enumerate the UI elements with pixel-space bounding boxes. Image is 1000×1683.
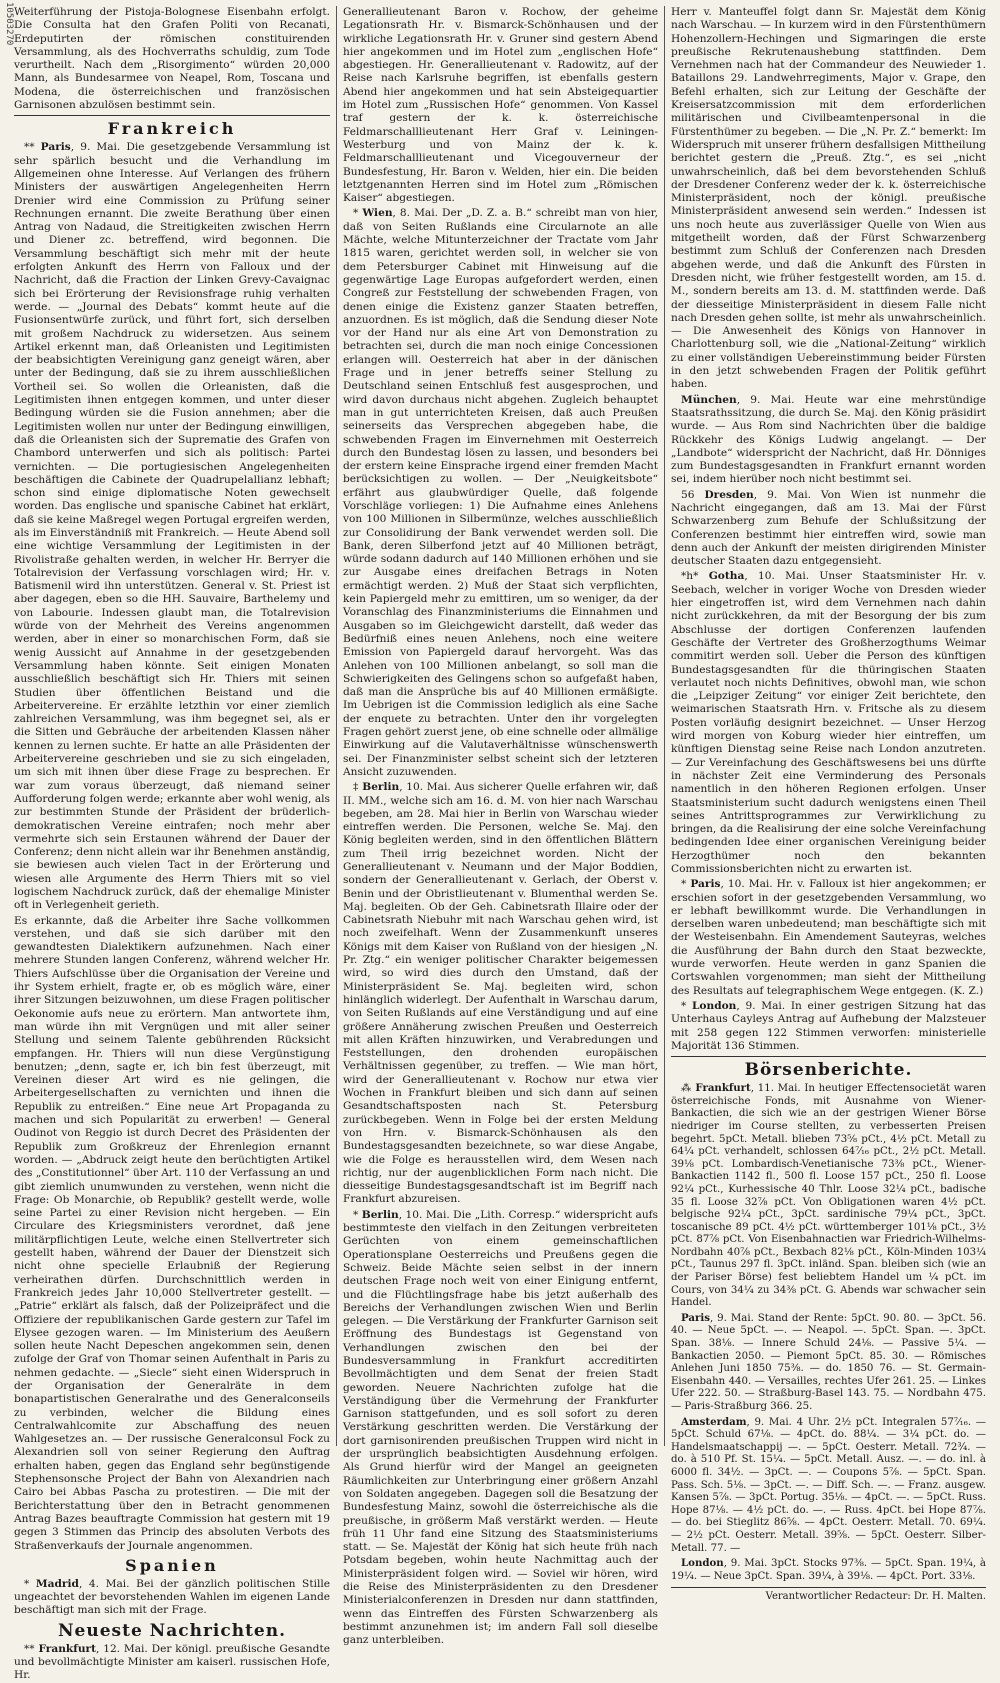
page-id: 10503270 <box>4 2 14 46</box>
article-paris-2: * Paris, 10. Mai. Hr. v. Falloux ist hier angekommen; er erschien sofort in der gesetzgebenden Versammlung, wo er lebhaft bewillkommt wurde. Die Verhandlungen in derselben waren unbedeutend; man beschäftigte sich mit der Westeisenbahn. Ein Amendement Sauteyras, welches die Ausführung der Bahn durch den Staat bezweckte, wurde verworfen. Heute werden in ganz Spanien die Cortswahlen vorgenommen; man sieht der Mittheilung des Resultats auf telegraphischem Wege entgegen. (K. Z.) <box>671 878 986 997</box>
article-berlin: ‡ Berlin, 10. Mai. Aus sicherer Quelle erfahren wir, daß II. MM., welche sich am 16. d. M. von hier nach Warschau begeben, am 28. Mai hier in Berlin von Warschau wieder eintreffen werden. Die Personen, welche Se. Maj. den König begleiten werden, sind in den öffentlichen Blättern zum Theil irrig bezeichnet worden. Nicht der Generallieutenant v. Neumann und der Major Boddien, sondern der Generallieutenant v. Gerlach, der Oberst v. Benin und der Obristlieutenant v. Blumenthal werden Se. Maj. begleiten. Ob der Geh. Cabinetsrath Illaire oder der Cabinetsrath Niebuhr mit nach Warschau gehen wird, ist noch zweifelhaft. Wenn der Zusammenkunft unseres Königs mit dem Kaiser von Rußland von der hiesigen „N. Pr. Ztg.“ ein weniger politischer Charakter beigemessen wird, so wird dies durch den Umstand, daß der Ministerpräsident Se. Maj. begleiten wird, schon hinlänglich widerlegt. Der Aufenthalt in Warschau darum, von Seiten Rußlands auf eine Verständigung und auf eine größere Annäherung zwischen Preußen und Oesterreich mit allen Kräften hinzuwirken, und Verabredungen und Feststellungen, den drohenden europäischen Verhältnissen gegenüber, zu treffen. — Wie man hört, wird der Generallieutenant v. Rochow nur etwa vier Wochen in Frankfurt bleiben und sich dann auf seinen Gesandtschaftsposten nach St. Petersburg zurückbegeben. Wenn in Folge bei der ersten Meldung von Hrn. v. Bismarck-Schönhausen als den Bundestagsgesandten bezeichnete, so war diese Angabe, wie die Folge es herausstellen wird, dem Wesen nach richtig, nur der augenblicklichen Form nach nicht. Die diesseitige Bundestagsgesandtschaft ist im Begriff nach Frankfurt abzureisen. <box>343 781 659 1206</box>
dateline-exchange-paris: Paris <box>681 1311 710 1324</box>
article-paris: ** Paris, 9. Mai. Die gesetzgebende Versammlung ist sehr spärlich besucht und die Verhandlung im Allgemeinen ohne Interesse. Auf Verlangen des frühern Ministers der auswärtigen Angelegenheiten Herrn Drenier wird eine Commission zu Prüfung seiner Rechnungen ernannt. Die zweite Berathung über einen Antrag von Nadaud, die Streitigkeiten zwischen Herrn und Diener zc. betreffend, wird begonnen. Die Versammlung beschäftigt sich mehr mit der heute erfolgten Ankunft des Herrn von Falloux und der Nachricht, daß die Fraction der Linken Grevy-Cavaignac sich bei Erörterung der Revisionsfrage ruhig verhalten werde. — „Journal des Debats“ kommt heute auf die Fusionsentwürfe zurück, und führt fort, sich derselben mit großem Nachdruck zu widersetzen. Aus seinem Artikel erkennt man, daß Orleanisten und Legitimisten der beabsichtigten Vereinigung ganz geneigt wären, aber unter der Bedingung, daß sie zu ihrem ausschließlichen Vortheil sei. So wollen die Orleanisten, daß die Legitimisten ihnen entgegen kommen, und unter dieser Bedingung würden sie die Fusion annehmen; aber die Legitimisten wollen nur unter der Bedingung einwilligen, daß die Orleanisten sich der Suprematie des Grafen von Chambord unterwerfen und sich als politisch: Partei vernichten. — Die portugiesischen Angelegenheiten beschäftigen die Cabinete der Quadrupelallianz lebhaft; schon sind einige diplomatische Noten gewechselt worden. Das englische und spanische Cabinet hat erklärt, daß sie keine Maßregel wegen Portugal ergreifen werden, als im Einverständniß mit Frankreich. — Heute Abend soll eine wichtige Versammlung der Legitimisten in der Rivolistraße gehalten werden, in welcher Hr. Berryer die Totalrevision der Verfassung vorschlagen wird; Hr. v. Batismenil wird ihn unterstützen. General v. St. Priest ist aber dagegen, eben so die HH. Sauvaire, Barthelemy und von Labourie. Indessen glaubt man, die Totalrevision würde von der Mehrheit des Vereins angenommen werden, aber in einer so monarchischen Form, daß sie wenig Aussicht auf Annahme in der gesetzgebenden Versammlung haben könnte. Seit einigen Monaten ausschließlich beschäftigt sich Hr. Thiers mit seinen Studien über öffentlichen Beistand und die Arbeitervereine. Er erzählte letzthin vor einer ziemlich zahlreichen Versammlung, was ihm begegnet sei, als er die Sitten und Gebräuche der arbeitenden Klassen näher kennen zu lernen suchte. Er hatte an alle Präsidenten der Arbeitervereine geschrieben und sie zu sich eingeladen, um sich mit ihnen über diese Frage zu besprechen. Er war zum voraus überzeugt, daß niemand seiner Aufforderung folgen werde; erkannte aber wohl wenig, als zur bestimmten Stunde der Präsident der brüderlich-demokratischen Vereine eintrafen; noch mehr aber vermehrte sich sein Erstaunen während der Dauer der Conferenz; denn nicht allein war ihr Benehmen anständig, sie bewiesen auch vielen Tact in der Erörterung und wiesen alle Argumente des Herrn Thiers mit so viel logischem Nachdruck zurück, daß der ehemalige Minister oft in Verlegenheit gerieth. <box>14 141 330 912</box>
dateline-exchange-london: London <box>681 1557 724 1570</box>
article-berlin-cont: Herr v. Manteuffel folgt dann Sr. Majestät dem König nach Warschau. — In kurzem wird in den Fürstenthümern Hohenzollern-Hechingen und Sigmaringen die erste preußische Rekrutenaushebung stattfinden. Dem Vernehmen nach hat der Commandeur des Neuwieder 1. Bataillons 29. Landwehrregiments, Major v. Grape, den Befehl erhalten, sich zur Leitung der Geschäfte der Kreisersatzcommission mit dem erforderlichen militärischen und Civilbeamtenpersonal in die Fürstenthümer zu begeben. — Die „N. Pr. Z.“ bemerkt: Im Widerspruch mit unserer frühern desfallsigen Mittheilung berichtet gestern die „Preuß. Ztg.“, es sei „nicht unwahrscheinlich, daß bei dem bevorstehenden Schluß der Dresdener Conferenz weder der k. k. österreichische Ministerpräsident, noch der königl. preußische Ministerpräsident anwesend sein werden.“ Indessen ist uns noch heute aus zuverlässiger Quelle von Wien aus mitgetheilt worden, daß der Fürst Schwarzenberg bestimmt zum Schluß der Conferenzen nach Dresden abgehen werde, und daß die Ankunft des Fürsten in Dresden nicht, wie früher festgestellt worden, am 15. d. M., sondern bereits am 13. d. M. stattfinden werde. Daß der diesseitige Ministerpräsident in diesem Falle nicht nach Dresden gehen sollte, ist mehr als unwahrscheinlich. — Die Anwesenheit des Königs von Hannover in Charlottenburg soll, wie die „National-Zeitung“ wirklich zu einer vollständigen Uebereinstimmung beider Fürsten in den jetzt schwebenden Fragen der Politik geführt haben. <box>671 6 986 391</box>
editor-credit: Verantwortlicher Redacteur: Dr. H. Malten. <box>671 1587 986 1603</box>
dateline-madrid: Madrid <box>35 1577 79 1590</box>
dateline-muenchen: München <box>681 393 737 406</box>
section-heading-boerse: Börsenberichte. <box>744 1060 913 1081</box>
dateline-berlin-2: Berlin <box>361 1208 399 1221</box>
column-1 <box>8 6 336 1682</box>
article-italy: Weiterführung der Pistoja-Bolognese Eisenbahn erfolgt. Die Consulta hat den Grafen Politi von Recanati, Erdeputirten der römischen constituirenden Versammlung, als des Hochverraths schuldig, zum Tode verurtheilt. Nach dem „Risorgimento“ würden 20,000 Mann, als Bundesarmee von Neapel, Rom, Toscana und Modena, die österreichischen und französischen Garnisonen abzulösen bestimmt sein. <box>14 6 330 112</box>
exchange-frankfurt: ⁂ Frankfurt, 11. Mai. In heutiger Effectensocietät waren österreichische Fonds, mit Ausnahme von Wiener-Bankactien, die sich wie an der gestrigen Wiener Börse niedriger im Course stellten, zu verbesserten Preisen begehrt. 5pCt. Metall. blieben 73⁵⁄₈ pCt., 4½ pCt. Metall zu 64¼ pCt. verhandelt, schlossen 64⁷⁄₁₆ pCt., 2½ pCt. Metall. 39⅛ pCt. Lombardisch-Venetianische 73⅜ pCt., Wiener-Bankactien 1142 fl., 500 fl. Loose 157 pCt., 250 fl. Loose 92¼ pCt., Kurhessische 40 Thlr. Loose 32¼ pCt., badische 35 fl. Loose 32⅞ pCt. Von Obligationen waren 4½ pCt. belgische 92¼ pCt., 3pCt. sardinische 79¼ pCt., 3pCt. toscanische 89 pCt. 4½ pCt. württemberger 101⅛ pCt., 3½ pCt. 87⅞ pCt. Von Eisenbahnactien war Friedrich-Wilhelms-Nordbahn 40⅞ pCt., Bexbach 82⅛ pCt., Köln-Minden 103¼ pCt., Taunus 297 fl. 3pCt. inländ. Span. bleiben sich (wie an der Pariser Börse) fest beliebtem Handel um ¼ pCt. im Cours, von 34¼ zu 34⅜ pCt. G. Abends war schwacher sein Handel. <box>671 1082 987 1309</box>
dateline-gotha: Gotha <box>708 570 745 583</box>
section-heading-frankreich: Frankreich <box>107 119 237 139</box>
section-heading-neueste: Neueste Nachrichten. <box>57 1620 287 1641</box>
article-gotha: *h* Gotha, 10. Mai. Unser Staatsminister Hr. v. Seebach, welcher in voriger Woche von Dresden wieder hier eingetroffen ist, wird dem Vernehmen nach dahin nicht zurückkehren, da mit der Besorgung der bis zum Abschlusse der dortigen Conferenzen laufenden Geschäfte der Vertreter des Großherzogthums Weimar commitirt werden soll. Ueber die Person des künftigen Bundestagsgesandten für die thüringischen Staaten verlautet noch nichts Definitives, obwohl man, wie schon die „Leipziger Zeitung“ vor einiger Zeit berichtete, den weimarischen Staatsrath Hrn. v. Fritsche als zu diesem Posten vorläufig designirt bezeichnet. — Unser Herzog wird morgen von Koburg wieder hier eintreffen, um künftigen Dienstag seine Reise nach London anzutreten. — Zur Vereinfachung des Geschäftswesens bei uns dürfte in nächster Zeit eine Verminderung des Personals namentlich in den höheren Regionen erfolgen. Unser Staatsministerium sucht dadurch wenigstens einen Theil seines Antrittsprogrammes zur Verwirklichung zu bringen, da die Realisirung der eine solche Vereinfachung bedingenden Idee einer organischen Vereinigung beider Herzogthümer noch den bekannten Commissionsberichten nicht zu erwarten ist. <box>671 570 986 875</box>
exchange-reports <box>671 1082 986 1583</box>
dateline-london: London <box>691 999 737 1012</box>
column-2 <box>336 6 664 1647</box>
article-berlin-2: * Berlin, 10. Mai. Die „Lith. Corresp.“ widerspricht aufs bestimmteste den vielfach in den Zeitungen verbreiteten Gerüchten von einem gemeinschaftlichen Operationsplane Oesterreichs und Preußens gegen die Schweiz. Beide Mächte seien selbst in der innern deutschen Frage noch weit von einer Einigung entfernt, und die Flüchtlingsfrage habe bis jetzt außerhalb des Bereichs der Verhandlungen zwischen Wien und Berlin gelegen. — Die Verstärkung der Frankfurter Garnison seit Eröffnung des Bundestags ist Gegenstand von Verhandlungen zwischen den bei der Bundesversammlung in Frankfurt accreditirten Bevollmächtigten und dem Senat der freien Stadt geworden. Neuere Nachrichten zufolge hat die Verständigung über die Vermehrung der Frankfurter Garnison stattgefunden, und es soll sofort zu deren Verstärkung geschritten werden. Die Verstärkung der dort garnisonirenden preußischen Truppen wird nicht in der ursprünglich beabsichtigten Ausdehnung erfolgen. Als Grund hierfür wird der Mangel an geeigneten Räumlichkeiten zur Unterbringung einer größern Anzahl von Soldaten angegeben. Dagegen soll die Besatzung der Bundesfestung Mainz, sowohl die österreichische als die preußische, in größerm Maß verstärkt werden. — Heute früh 11 Uhr fand eine Sitzung des Staatsministeriums statt. — Se. Majestät der König hat sich heute früh nach Potsdam begeben, wohin heute Nachmittag auch der Ministerpräsident folgen wird. — Soviel wir hören, wird die Reise des Ministerpräsidenten zu den Dresdener Ministerialconferenzen in Dresden nur dann stattfinden, wenn das Eintreffen des Fürsten Schwarzenberg als bestimmt anzunehmen ist; im andern Fall soll dieselbe ganz unterbleiben. <box>343 1208 658 1647</box>
dateline-paris-2: Paris <box>690 878 721 891</box>
article-frankfurt-cont: Generallieutenant Baron v. Rochow, der geheime Legationsrath Hr. v. Bismarck-Schönhausen und der wirkliche Legationsrath Hr. v. Gruner sind gestern Abend hier angekommen und im Hotel zum „englischen Hofe“ abgestiegen. Hr. Generallieutenant v. Radowitz, auf der Reise nach Karlsruhe begriffen, ist ebenfalls gestern Abend hier angekommen und hat sein Absteigequartier im Hotel zum „Russischen Hofe“ genommen. Von Kassel traf gestern der k. k. österreichische Feldmarschalllieutenant Herr Graf v. Leiningen-Westerburg und von Mainz der k. k. Feldmarschalllieutenant und Vicegouverneur der Bundesfestung, Hr. Baron v. Welden, hier ein. Die beiden letztgenannten Herren sind im Hotel zum „Römischen Kaiser“ abgestiegen. <box>343 6 658 205</box>
exchange-amsterdam: Amsterdam, 9. Mai. 4 Uhr. 2½ pCt. Integralen 57⁷⁄₁₆. — 5pCt. Schuld 67⅛. — 4pCt. do. 88¼. — 3¼ pCt. do. — Handelsmaatschappij —. — 5pCt. Oesterr. Metall. 72¾. — do. à 510 Pf. St. 15¼. — 5pCt. Metall. Ausz. —. — do. inl. à 6000 fl. 34½. — 3pCt. —. — Coupons 5⅞. — 5pCt. Span. Pass. Sch. 5⅛. — 3pCt. —. — Diff. Sch. —. — Franz. ausgew. Kansen 5⅞. — 3pCt. Portug. 35⅛. — 4pCt. —. — 5pCt. Russ. Hope 87⅛. — 4½ pCt. do. —. — Russ. 4pCt. bei Hope 87⁷⁄₈. — do. bei Stieglitz 86⅝. — 4pCt. Oesterr. Metall. 70. 69¼. — 2½ pCt. Oesterr. Metall. 39⅝. — 5pCt. Oesterr. Silber-Metall. 77. — <box>671 1415 986 1554</box>
exchange-london: London, 9. Mai. 3pCt. Stocks 97⅜. — 5pCt. Span. 19¼, à 19¼. — Neue 3pCt. Span. 39¼, à 39⅛. — 4pCt. Port. 33⅛. <box>671 1557 986 1582</box>
dateline-wien: Wien <box>362 207 393 220</box>
dateline-frankfurt: Frankfurt <box>38 1642 96 1655</box>
divider <box>14 115 330 116</box>
section-heading-spanien: Spanien <box>125 1555 219 1575</box>
article-dresden: 56 Dresden, 9. Mai. Von Wien ist nunmehr die Nachricht eingegangen, daß am 13. Mai der Fürst Schwarzenberg zum Behufe der Schlußsitzung der Conferenzen bestimmt hier eintreffen wird, sowie man denn auch der Ankunft der meisten dirigirenden Minister deutscher Staaten dazu entgegensieht. <box>671 488 987 568</box>
article-muenchen: München, 9. Mai. Heute war eine mehrstündige Staatsrathssitzung, die durch Se. Maj. den König präsidirt wurde. — Aus Rom sind Nachrichten über die baldige Rückkehr des Königs Ludwig angelangt. — Der „Landbote“ widerspricht der Nachricht, daß Hr. Dönniges zum Bundestagsgesandten in Frankfurt ernannt worden sei, indem hierüber noch nicht bestimmt sei. <box>671 393 986 486</box>
dateline-dresden: Dresden <box>704 488 754 501</box>
article-london: * London, 9. Mai. In einer gestrigen Sitzung hat das Unterhaus Cayleys Antrag auf Aufhebung der Malzsteuer mit 258 gegen 122 Stimmen verworfen: ministerielle Majorität 136 Stimmen. <box>671 999 986 1052</box>
dateline-exchange-amsterdam: Amsterdam <box>681 1415 747 1428</box>
article-wien: * Wien, 8. Mai. Der „D. Z. a. B.“ schreibt man von hier, daß von Seiten Rußlands eine Circularnote an alle Mächte, welche Mitunterzeichner der Tractate vom Jahr 1815 waren, gerichtet werden soll, in welcher sie von dem Petersburger Cabinet mit Hinweisung auf die gegenwärtige Lage Europas aufgefordert werden, einen Congreß zur Feststellung der schwebenden Fragen, von denen einige die Existenz ganzer Staaten betreffen, anzuordnen. Es ist möglich, daß die Sendung dieser Note vor der Hand nur als eine Art von Demonstration zu betrachten sei, durch die man noch einige Concessionen erlangen will. Oesterreich hat aber in der dänischen Frage und in jener betreffs seiner Stellung zu Deutschland seinen Entschluß fest ausgesprochen, und wird davon durchaus nicht abgehen. Zugleich behauptet man in gut unterrichteten Kreisen, daß auch Preußen seinerseits das Versprechen abgegeben habe, die schwebenden Fragen im Einvernehmen mit Oesterreich durch den Bundestag lösen zu lassen, und besonders bei der erstern keine Einsprache irgend einer fremden Macht berücksichtigen zu wollen. — Der „Neuigkeitsbote“ erfährt aus glaubwürdiger Quelle, daß folgende Vorschläge vorliegen: 1) Die Aufnahme eines Anlehens von 100 Millionen in Silbermünze, welches ausschließlich zur Consolidirung der Bank verwendet werden soll. Die Bank, deren Silberfond jetzt auf 40 Millionen beträgt, würde sodann dadurch auf 140 Millionen erhöhen und sie zur Ausgabe eines dreifachen Betrags in Noten ermächtigt werden. 2) Muß der Staat sich verpflichten, kein Papiergeld mehr zu emittiren, um so weniger, da der Voranschlag des Finanzministeriums die Einnahmen und Ausgaben so im Gleichgewicht darstellt, daß weder das Bedürfniß eines neuen Anlehens, noch eine weitere Emission von Papiergeld darauf hervorgeht. Was das Anlehen von 100 Millionen anbelangt, so soll man die Schwierigkeiten des Gelingens schon so aufgefaßt haben, daß man die Ansprüche bis auf 40 Millionen ermäßigte. Im Uebrigen ist die Commission lediglich als eine Sache der enquete zu betrachten. Unter den ihr vorgelegten Fragen gehört zuerst jene, ob eine schnelle oder allmälige Einwirkung auf die Valutaverhältnisse wünschenswerth sei. Der Finanzminister selbst scheint sich der letzteren Ansicht zuzuwenden. <box>343 207 658 778</box>
newspaper-columns <box>8 6 992 1682</box>
dateline-berlin: Berlin <box>362 781 400 794</box>
article-paris-cont: Es erkannte, daß die Arbeiter ihre Sache vollkommen verstehen, und daß sie sich darüber mit den gewandtesten Dialektikern aufzunehmen. Nach einer mehrere Stunden langen Conferenz, während welcher Hr. Thiers Aufschlüsse über die Organisation der Vereine und ihr System erhielt, fragte er, ob es möglich wäre, einer ihrer Sitzungen beizuwohnen, um diese Fragen politischer Oekonomie aufs neue zu erörtern. Man antwortete ihm, man würde ihn mit Vergnügen und mit aller seiner Stellung und seinem Talente gebührenden Rücksicht empfangen. Hr. Thiers will nun diese Vergünstigung benutzen; „denn, sagte er, ich bin fest überzeugt, mit Vereinen dieser Art wird es nie gelingen, die Arbeitergesellschaften zu vernichten und ihnen die Republik zu entreißen.“ Eine neue Art Propaganda zu machen und sich Popularität zu erwerben! — General Oudinot von Reggio ist durch Decret des Präsidenten der Republik zum Großkreuz der Ehrenlegion ernannt worden. — „Abdruck zeigt heute den berüchtigten Artikel des „Constitutionnel“ über Art. 110 der Verfassung an und gibt ziemlich unumwunden zu verstehen, wenn nicht die Frage: Ob Monarchie, ob Republik? gestellt werde, wolle seine Partei zu einer Revision nicht hergeben. — Ein Circulare des Kriegsministers verordnet, daß jene militärpflichtigen Leute, welche einen Stellvertreter sich gestellt haben, während der Dauer der Dienstzeit sich nicht ohne specielle Erlaubniß der Regierung verheirathen dürfen. Durchschnittlich werden in Frankreich jedes Jahr 10,000 Stellvertreter gestellt. — „Patrie“ erklärt als falsch, daß der Polizeipräfect und die Offiziere der republikanischen Garde gestern zur Tafel im Elysee gezogen waren. — Im Ministerium des Aeußern sollen heute Nacht Depeschen angekommen sein, denen zufolge der Graf von Thomar seinen Aufenthalt in Paris zu nehmen gedachte. — „Siecle“ sieht einen Widerspruch in der Organisation der Generalräte in dem bonapartistischen Generalrathe und des Generalconseils zu verbinden, welcher die Bildung eines Centralwahlcomite zur Abschaffung des neuen Wahlgesetzes an. — Der russische Generalconsul Fock zu Alexandrien soll von seiner Regierung den Auftrag erhalten haben, gegen das England sehr begünstigende Stephensonsche Project der Bahn von Alexandrien nach Cairo bei Abbas Pascha zu protestiren. — Die mit der Berichterstattung über den in Betracht genommenen Antrag Bazes beauftragte Commission hat gestern mit 19 gegen 3 Stimmen das Princip des absoluten Verbots des Straßenverkaufs der Journale angenommen. <box>14 914 330 1552</box>
column-3 <box>664 6 992 1603</box>
dateline-paris: Paris <box>40 141 71 154</box>
article-madrid: * Madrid, 4. Mai. Bei der gänzlich politischen Stille ungeachtet der bevorstehenden Wahlen im eigenen Lande beschäftigt man sich mit der Frage. <box>14 1577 331 1617</box>
exchange-paris: Paris, 9. Mai. Stand der Rente: 5pCt. 90. 80. — 3pCt. 56. 40. — Neue 5pCt. —. — Neapol. —. 5pCt. Span. —. 3pCt. Span. 38⅛. — Innere Schuld 24⅛. — Passive 5¼. — Bankactien 2050. — Piemont 5pCt. 85. 30. — Römisches Anlehen Juni 1850 75⅜. — do. 1850 76. — St. Germain-Eisenbahn 440. — Versailles, rechtes Ufer 261. 25. — Linkes Ufer 222. 50. — Straßburg-Basel 143. 75. — Nordbahn 475. — Paris-Straßburg 366. 25. <box>671 1311 986 1412</box>
divider <box>671 1056 986 1057</box>
article-frankfurt: ** Frankfurt, 12. Mai. Der königl. preußische Gesandte und bevollmächtigte Minister am kaiserl. russischen Hofe, Hr. <box>14 1642 330 1682</box>
dateline-exchange-frankfurt: Frankfurt <box>695 1082 751 1095</box>
